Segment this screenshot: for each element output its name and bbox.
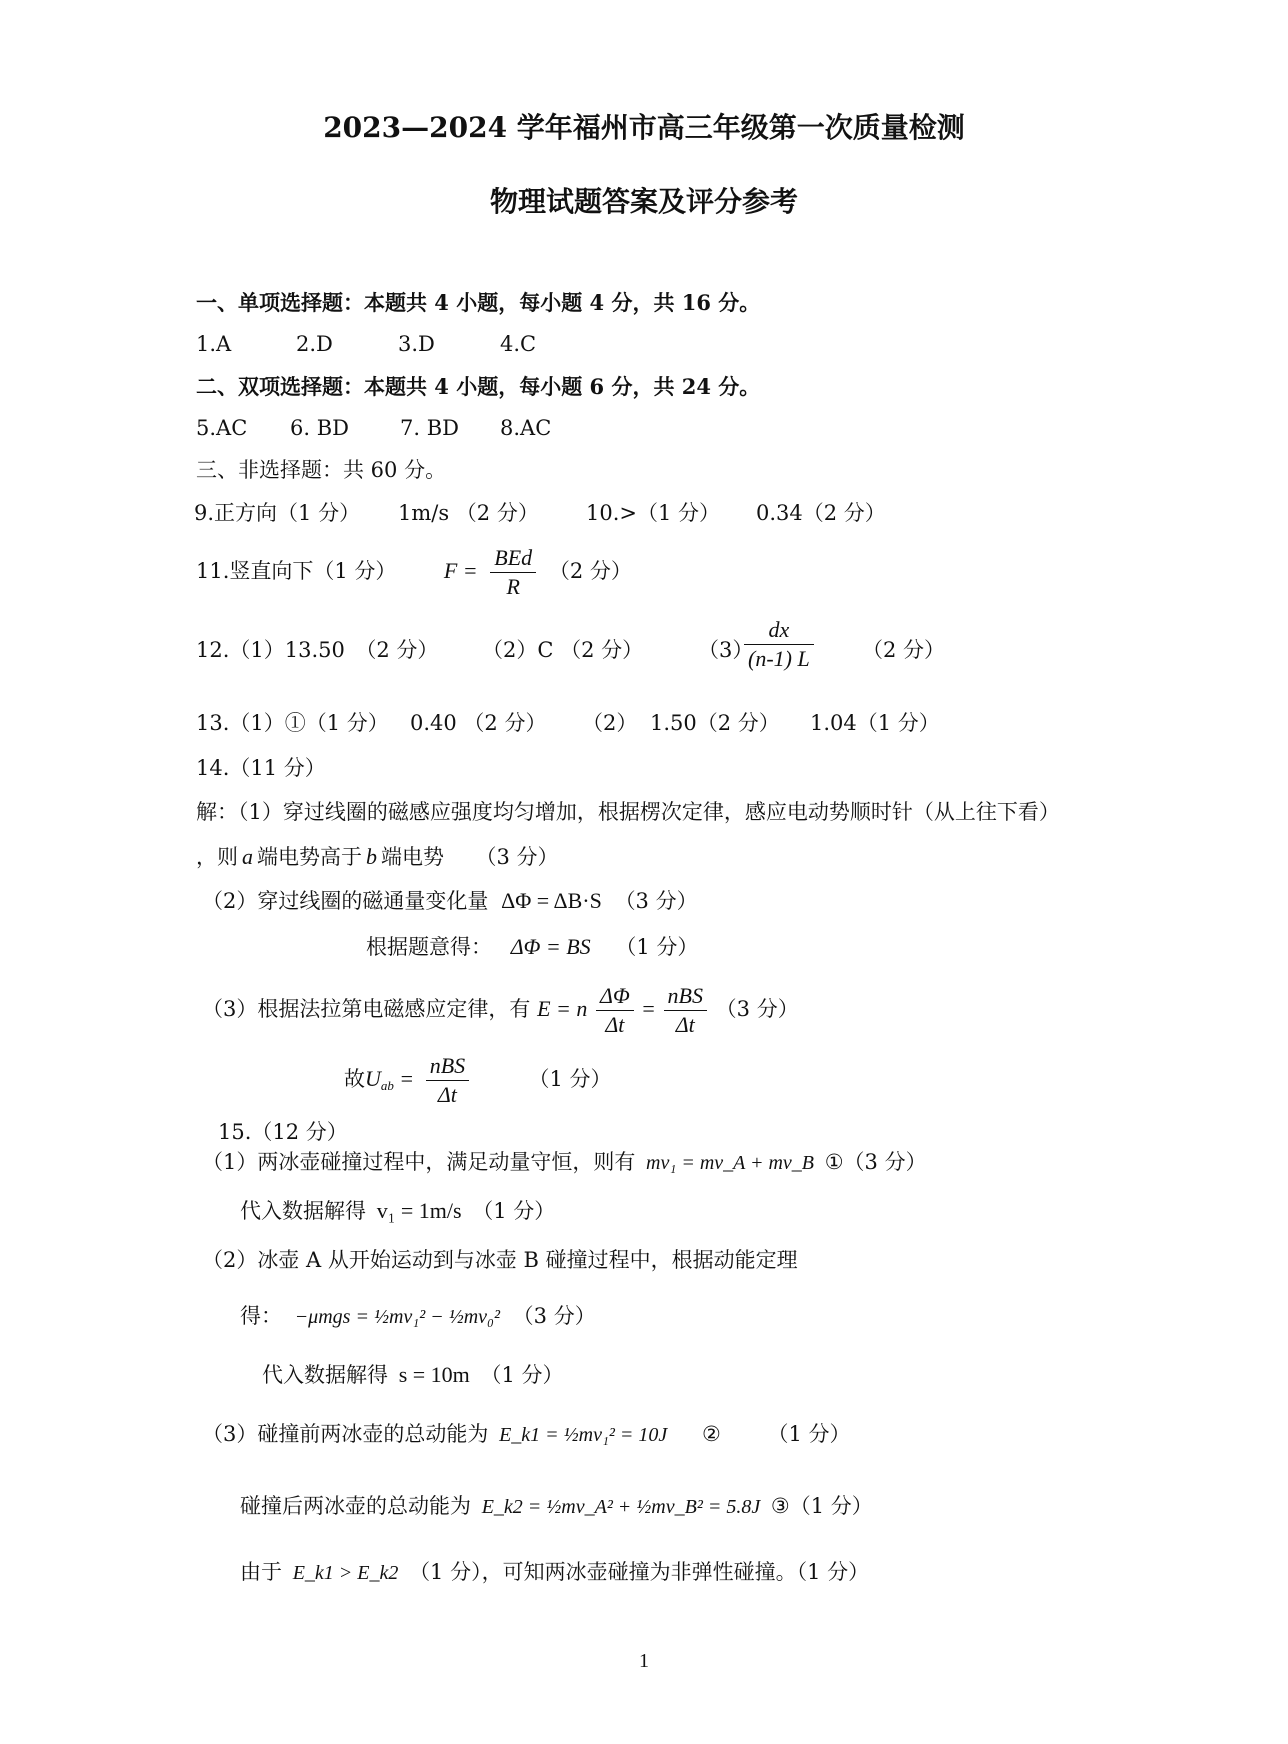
q14-line2-prefix: ，则 (196, 845, 238, 869)
q14-emf-num2: nBS (664, 984, 707, 1011)
q15-line5-score: （1 分） (480, 1363, 564, 1387)
q12-part3-label: （3） (698, 638, 754, 662)
q14-line2-suffix: 端电势 （3 分） (381, 845, 559, 869)
q14-line2-mid: 端电势高于 (257, 845, 362, 869)
q15-line1 (202, 1152, 927, 1173)
q15-line8 (240, 1562, 869, 1583)
answer-2: 2.D (296, 332, 333, 356)
q15-line1-score: ①（3 分） (824, 1150, 927, 1174)
q11-answer (196, 546, 632, 599)
q15-v1-result: v₁ = 1m/s (376, 1198, 462, 1223)
q15-line4 (240, 1306, 596, 1327)
q15-momentum-formula: mv₁ = mv_A + mv_B (646, 1152, 815, 1174)
q11-score: （2 分） (548, 559, 632, 584)
q12-fraction (744, 618, 814, 671)
q14-line4 (366, 936, 698, 958)
q15-line4-text: 得： (240, 1304, 282, 1328)
document-subtitle: 物理试题答案及评分参考 (489, 185, 798, 218)
answer-5: 5.AC (196, 416, 248, 440)
q15-line7 (240, 1496, 873, 1517)
q14-emf-equals: = (642, 996, 655, 1022)
q15-line6 (202, 1424, 851, 1445)
q15-line7-text: 碰撞后两冰壶的总动能为 (240, 1494, 471, 1518)
q12-denominator: (n-1) L (748, 646, 810, 672)
q15-line8-conclusion: （1 分），可知两冰壶碰撞为非弹性碰撞。（1 分） (409, 1560, 870, 1584)
q14-line1: 解：（1）穿过线圈的磁感应强度均匀增加，根据楞次定律，感应电动势顺时针（从上往下看） (196, 800, 1060, 824)
q10-value: 0.34（2 分） (756, 501, 886, 525)
q11-label: 11.竖直向下（1 分） (196, 559, 397, 584)
q15-line7-score: ③（1 分） (770, 1494, 873, 1518)
section2-heading: 二、双项选择题：本题共 4 小题，每小题 6 分，共 24 分。 (196, 374, 761, 399)
answer-1: 1.A (196, 332, 232, 356)
q15-work-energy-formula: −μmgs = ½mv₁² − ½mv₀² (294, 1306, 500, 1328)
q14-uab-den: Δt (437, 1082, 457, 1108)
q14-point-a: a (242, 844, 253, 869)
q15-ek1-formula: E_k1 = ½mv₁² = 10J (499, 1424, 668, 1446)
q15-line2 (240, 1200, 555, 1222)
q12-numerator: dx (744, 618, 814, 645)
q14-uab-fraction (426, 1054, 469, 1107)
q14-emf-lhs: E = n (537, 996, 588, 1022)
q14-emf-den1: Δt (605, 1012, 625, 1038)
q14-emf-fraction2 (664, 984, 707, 1037)
page-number: 1 (639, 1650, 649, 1672)
section1-heading: 一、单项选择题：本题共 4 小题，每小题 4 分，共 16 分。 (196, 290, 761, 315)
q14-line6-score: （1 分） (528, 1067, 612, 1092)
q13-value2: 1.50（2 分） (650, 711, 780, 735)
q14-line2 (196, 846, 559, 868)
q14-line6 (344, 1054, 612, 1107)
q10-compare: 10.>（1 分） (586, 501, 721, 525)
q14-line4-score: （1 分） (615, 935, 699, 959)
q15-marker-2: ② (701, 1422, 721, 1446)
q12-part2: （2）C （2 分） (482, 638, 644, 662)
q14-emf-den2: Δt (675, 1012, 695, 1038)
q12-part1: 12.（1）13.50 （2 分） (196, 638, 439, 662)
q9-direction: 9.正方向（1 分） (194, 501, 361, 525)
q14-flux-formula: ΔΦ = BS (510, 934, 591, 959)
q15-line5 (262, 1364, 564, 1386)
q11-lhs: F = (443, 558, 478, 584)
q11-fraction (490, 546, 536, 599)
q11-numerator: BEd (490, 546, 536, 573)
q14-emf-fraction1 (596, 984, 634, 1037)
q14-line6-text: 故 (344, 1067, 365, 1092)
answer-4: 4.C (500, 332, 537, 356)
q13-part2: （2） (582, 711, 638, 735)
q13-value3: 1.04（1 分） (810, 711, 940, 735)
document-title: 2023—2024 学年福州市高三年级第一次质量检测 (323, 111, 965, 144)
q13-part1: 13.（1）①（1 分） (196, 711, 389, 735)
q14-line3-score: （3 分） (614, 889, 698, 913)
q14-uab-equals: = (400, 1066, 413, 1092)
q15-line6-score: （1 分） (767, 1422, 851, 1446)
q11-denominator: R (506, 574, 520, 600)
q15-line3: （2）冰壶 A 从开始运动到与冰壶 B 碰撞过程中，根据动能定理 (202, 1248, 798, 1272)
answer-7: 7. BD (400, 416, 459, 440)
q14-flux-change-formula: ΔΦ = ΔB·S (501, 888, 602, 913)
q15-distance-result: s = 10m (398, 1362, 470, 1387)
section3-heading: 三、非选择题：共 60 分。 (196, 458, 447, 482)
q14-uab-subscript: ab (380, 1078, 394, 1094)
q14-uab-symbol: U (365, 1066, 381, 1092)
q14-uab-num: nBS (426, 1054, 469, 1081)
q14-point-b: b (366, 844, 377, 869)
q9-speed: 1m/s （2 分） (398, 501, 539, 525)
q15-energy-compare: E_k1 > E_k2 (292, 1562, 399, 1584)
q14-emf-num1: ΔΦ (596, 984, 634, 1011)
q14-line5-score: （3 分） (715, 997, 799, 1022)
answer-3: 3.D (398, 332, 435, 356)
q14-heading: 14.（11 分） (196, 756, 326, 780)
q15-line8-text: 由于 (240, 1560, 282, 1584)
q15-line4-score: （3 分） (512, 1304, 596, 1328)
answer-6: 6. BD (290, 416, 349, 440)
q15-line2-text: 代入数据解得 (240, 1199, 366, 1223)
q15-heading: 15.（12 分） (218, 1120, 348, 1144)
q14-line3 (202, 890, 698, 912)
q15-line6-text: （3）碰撞前两冰壶的总动能为 (202, 1422, 489, 1446)
q13-value1: 0.40 （2 分） (410, 711, 547, 735)
q14-line5 (202, 984, 799, 1037)
answer-8: 8.AC (500, 416, 552, 440)
q15-line2-score: （1 分） (472, 1199, 556, 1223)
q15-line1-text: （1）两冰壶碰撞过程中，满足动量守恒，则有 (202, 1150, 636, 1174)
q14-line4-text: 根据题意得： (366, 935, 492, 959)
q14-line3-text: （2）穿过线圈的磁通量变化量 (202, 889, 489, 913)
q14-line5-text: （3）根据法拉第电磁感应定律，有 (202, 997, 531, 1022)
q12-score: （2 分） (862, 638, 946, 662)
q15-line5-text: 代入数据解得 (262, 1363, 388, 1387)
q15-ek2-formula: E_k2 = ½mv_A² + ½mv_B² = 5.8J (481, 1496, 761, 1518)
